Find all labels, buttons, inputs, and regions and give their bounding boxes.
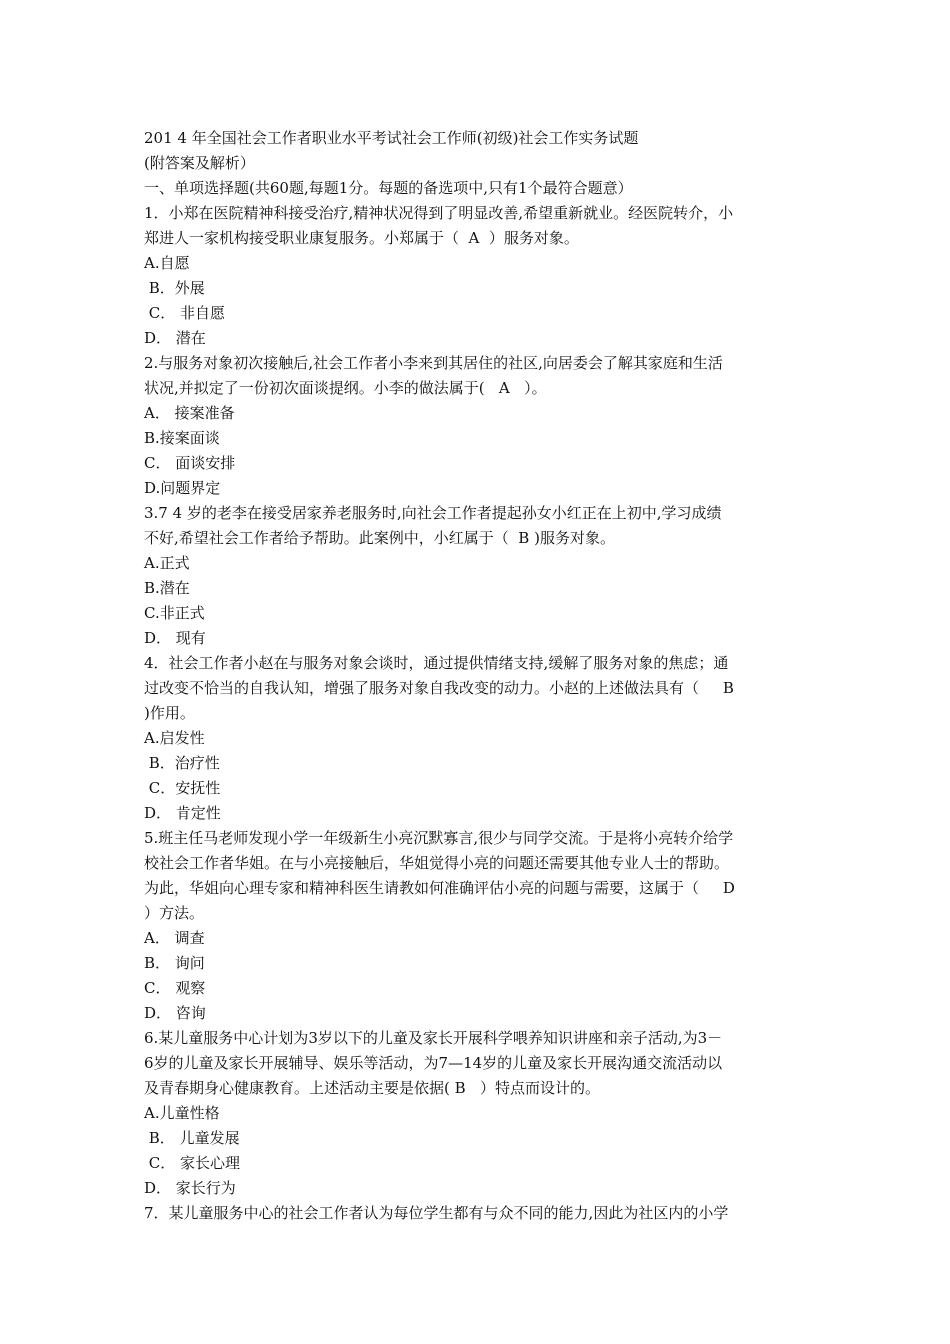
question-text-line: 7．某儿童服务中心的社会工作者认为每位学生都有与众不同的能力,因此为社区内的小学: [144, 1204, 729, 1222]
document-subtitle: (附答案及解析）: [144, 154, 255, 172]
option-c: C． 面谈安排: [144, 454, 236, 472]
question-5: [144, 826, 812, 1026]
document-title: 201 4 年全国社会工作者职业水平考试社会工作师(初级)社会工作实务试题: [144, 129, 639, 147]
question-text-line: 2.与服务对象初次接触后,社会工作者小李来到其居住的社区,向居委会了解其家庭和生活: [144, 354, 723, 372]
question-1: [144, 201, 812, 351]
question-6: [144, 1026, 812, 1201]
option-d: D． 肯定性: [144, 804, 221, 822]
question-text-line: 及青春期身心健康教育。上述活动主要是依据( B ）特点而设计的。: [144, 1079, 600, 1097]
option-b: B.接案面谈: [144, 429, 220, 447]
option-b: B． 儿童发展: [144, 1129, 240, 1147]
option-c: C.非正式: [144, 604, 205, 622]
option-c: C． 观察: [144, 979, 206, 997]
option-a: A.正式: [144, 554, 190, 572]
document-page: [144, 126, 812, 1226]
question-text-line: 状况,并拟定了一份初次面谈提纲。小李的做法属于( A ）。: [144, 379, 547, 397]
question-text-line: 过改变不恰当的自我认知，增强了服务对象自我改变的动力。小赵的上述做法具有（ B: [144, 679, 734, 697]
option-b: B． 询问: [144, 954, 205, 972]
question-text-line: 郑进人一家机构接受职业康复服务。小郑属于（ A ）服务对象。: [144, 229, 579, 247]
option-d: D． 咨询: [144, 1004, 206, 1022]
question-4: [144, 651, 812, 826]
question-text-line: 不好,希望社会工作者给予帮助。此案例中，小红属于（ B )服务对象。: [144, 529, 615, 547]
question-text-line: )作用。: [144, 704, 195, 722]
question-text-line: ）方法。: [144, 904, 205, 922]
question-text-line: 校社会工作者华姐。在与小亮接触后，华姐觉得小亮的问题还需要其他专业人士的帮助。: [144, 854, 730, 872]
section-heading: 一、单项选择题(共60题,每题1分。每题的备选项中,只有1个最符合题意）: [144, 179, 633, 197]
option-d: D． 潜在: [144, 329, 206, 347]
question-text-line: 3.7 4 岁的老李在接受居家养老服务时,向社会工作者提起孙女小红正在上初中,学习成绩: [144, 504, 722, 522]
question-text-line: 5.班主任马老师发现小学一年级新生小亮沉默寡言,很少与同学交流。于是将小亮转介给学: [144, 829, 734, 847]
option-c: C． 非自愿: [144, 304, 226, 322]
question-text-line: 4．社会工作者小赵在与服务对象会谈时，通过提供情绪支持,缓解了服务对象的焦虑；通: [144, 654, 729, 672]
question-text-line: 6岁的儿童及家长开展辅导、娱乐等活动，为7—14岁的儿童及家长开展沟通交流活动以: [144, 1054, 723, 1072]
option-c: C．安抚性: [144, 779, 221, 797]
option-c: C． 家长心理: [144, 1154, 241, 1172]
option-d: D． 家长行为: [144, 1179, 236, 1197]
question-text-line: 6.某儿童服务中心计划为3岁以下的儿童及家长开展科学喂养知识讲座和亲子活动,为3－: [144, 1029, 723, 1047]
option-a: A． 接案准备: [144, 404, 235, 422]
option-b: B．外展: [144, 279, 205, 297]
question-text-line: 1．小郑在医院精神科接受治疗,精神状况得到了明显改善,希望重新就业。经医院转介，小: [144, 204, 734, 222]
option-a: A.自愿: [144, 254, 190, 272]
option-d: D． 现有: [144, 629, 206, 647]
option-a: A.儿童性格: [144, 1104, 220, 1122]
option-a: A.启发性: [144, 729, 205, 747]
question-7: [144, 1201, 812, 1226]
option-b: B．治疗性: [144, 754, 220, 772]
question-text-line: 为此，华姐向心理专家和精神科医生请教如何准确评估小亮的问题与需要，这属于（ D: [144, 879, 735, 897]
option-a: A． 调查: [144, 929, 205, 947]
option-d: D.问题界定: [144, 479, 221, 497]
question-2: [144, 351, 812, 501]
option-b: B.潜在: [144, 579, 190, 597]
question-3: [144, 501, 812, 651]
